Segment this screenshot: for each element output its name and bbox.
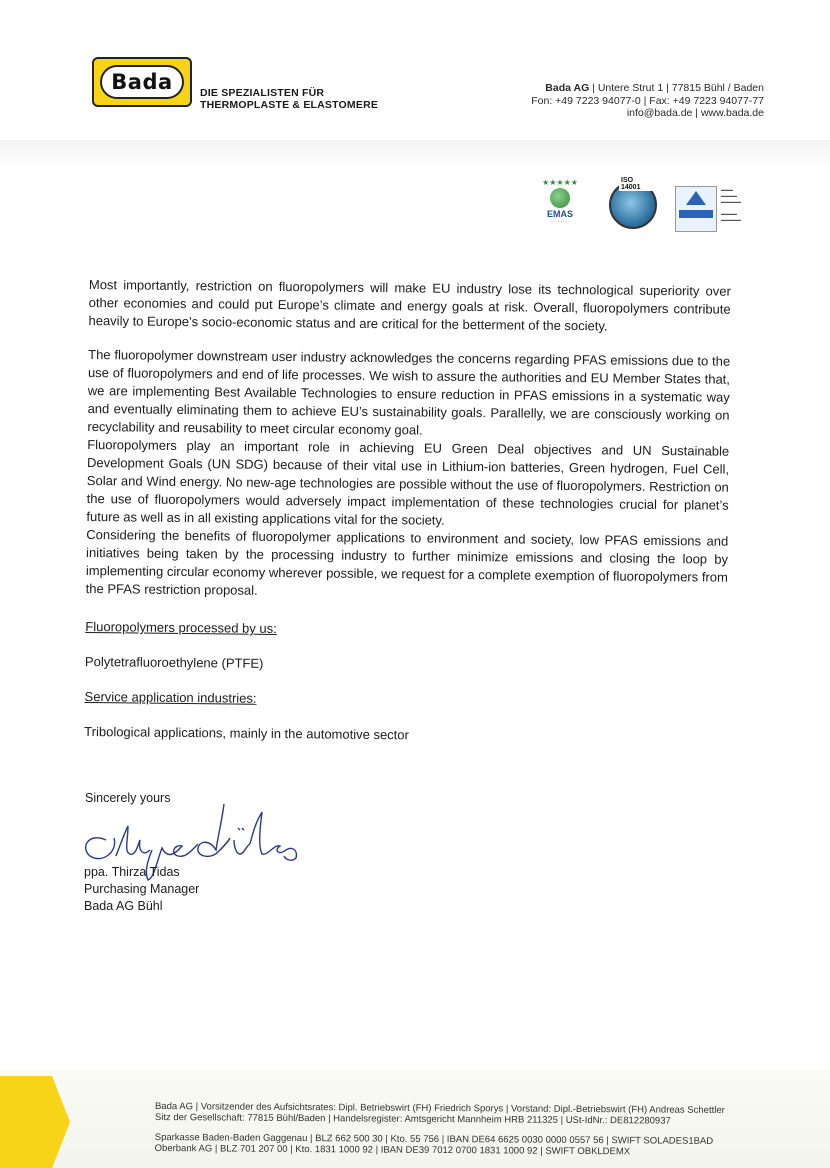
- signer-title: Purchasing Manager: [84, 882, 200, 896]
- tagline-line-1: DIE SPEZIALISTEN FÜR: [200, 87, 325, 99]
- paragraph-3: Fluoropolymers play an important role in achieving EU Green Deal objectives and UN Sustainable Development Goals (UN SDG) because of their vital use in Lithium-ion batteries, Green hydrogen, Fuel Cell, Solar and Wind energy. No new-age technologies are possible without the use of fluoropolymers. Restriction on the use of fluoropolymers would adversely impact implementation of these technologies crucial for planet’s future as well as in all existing applications vital for the society.: [86, 436, 730, 528]
- header-divider: [0, 140, 830, 170]
- signer-company: Bada AG Bühl: [84, 899, 163, 913]
- signature-block: [84, 864, 384, 915]
- fluoropolymer-item: Polytetrafluoroethylene (PTFE): [84, 653, 264, 671]
- logo-text: Bada: [100, 65, 183, 99]
- footer-line-3: Sparkasse Baden-Baden Gaggenau | BLZ 662 500 30 | Kto. 55 756 | IBAN DE64 6625 0030 0000 0557 56 | SWIFT SOLADES1BAD: [154, 1131, 714, 1147]
- paragraph-2: The fluoropolymer downstream user industry acknowledges the concerns regarding PFAS emissions due to the use of fluoropolymers and end of life processes. We wish to assure the authorities and EU Member States that, we are implementing Best Available Technologies to ensure reduction in PFAS emissions in a systematic way and eventually eliminating them to achieve EU’s sustainability goals. Parallelly, we are consciously working on recyclability and reusability to meet circular economy goal.: [87, 346, 731, 438]
- emas-globe-icon: [550, 188, 570, 208]
- contact-web: info@bada.de | www.bada.de: [626, 107, 764, 119]
- contact-address-line: [434, 82, 764, 95]
- tuv-bar: [679, 210, 713, 218]
- iso-14001-seal: [609, 177, 657, 229]
- paragraph-4: Considering the benefits of fluoropolymer applications to environment and society, low PFAS emissions and initiatives being taken by the processing industry to further minimize emissions and closing the loop by implementing circular economy wherever possible, we request for a complete exemption of fluoropolymers from the PFAS restriction proposal.: [85, 526, 729, 598]
- footer-line-4: Oberbank AG | BLZ 701 207 00 | Kto. 1831 1000 92 | IBAN DE39 7012 0700 1831 1000 92 | SWIFT OBKLDEMX: [154, 1142, 631, 1158]
- tuv-triangle-icon: [686, 191, 706, 205]
- paragraph-1: Most importantly, restriction on fluoropolymers will make EU industry lose its technological superiority over other economies and could put Europe’s climate and energy goals at risk. Overall, fluoropolymers contribute heavily to Europe’s socio-economic status and are critical for the betterment of the society.: [88, 276, 731, 334]
- contact-company: Bada AG: [545, 82, 590, 94]
- salutation: Sincerely yours: [85, 791, 171, 805]
- tagline-line-2: THERMOPLASTE & ELASTOMERE: [200, 99, 379, 111]
- emas-label: EMAS: [546, 209, 573, 219]
- contact-block: [434, 82, 764, 120]
- letter-body: [84, 276, 731, 748]
- tuv-certification-logo: [675, 186, 717, 232]
- contact-address: | Untere Strut 1 | 77815 Bühl / Baden: [592, 82, 764, 94]
- heading-fluoropolymers: Fluoropolymers processed by us:: [85, 618, 277, 636]
- eu-stars-icon: ★★★★★: [542, 178, 578, 187]
- footer-line-1: Bada AG | Vorsitzender des Aufsichtsrates: Dipl. Betriebswirt (FH) Friedrich Sporys | Vorstand: Dipl.-Betriebswirt (FH) Andreas Schettler: [154, 1101, 725, 1116]
- footer-legal: [155, 1101, 775, 1158]
- iso-label: ISO 14001: [619, 177, 655, 191]
- bada-logo: [92, 57, 192, 107]
- contact-phone: Fon: +49 7223 94077-0 | Fax: +49 7223 94077-77: [531, 94, 764, 107]
- signer-name: ppa. Thirza Tidas: [84, 865, 180, 879]
- heading-service-industries: Service application industries:: [84, 688, 257, 706]
- footer-line-2: Sitz der Gesellschaft: 77815 Bühl/Baden | Handelsregister: Amtsgericht Mannheim HRB 211325 | USt-IdNr.: DE812280937: [154, 1111, 671, 1127]
- company-tagline: [200, 87, 400, 111]
- emas-logo: [535, 178, 585, 234]
- yellow-chevron-graphic: [0, 1072, 80, 1168]
- emas-fineprint: · · · · · · · ·: [550, 219, 570, 224]
- tuv-fineprint: ▬▬▬ ▬▬▬▬ ▬▬▬▬▬ ▬▬▬▬ ▬▬▬▬▬: [721, 187, 741, 222]
- service-industry-item: Tribological applications, mainly in the automotive sector: [84, 723, 409, 743]
